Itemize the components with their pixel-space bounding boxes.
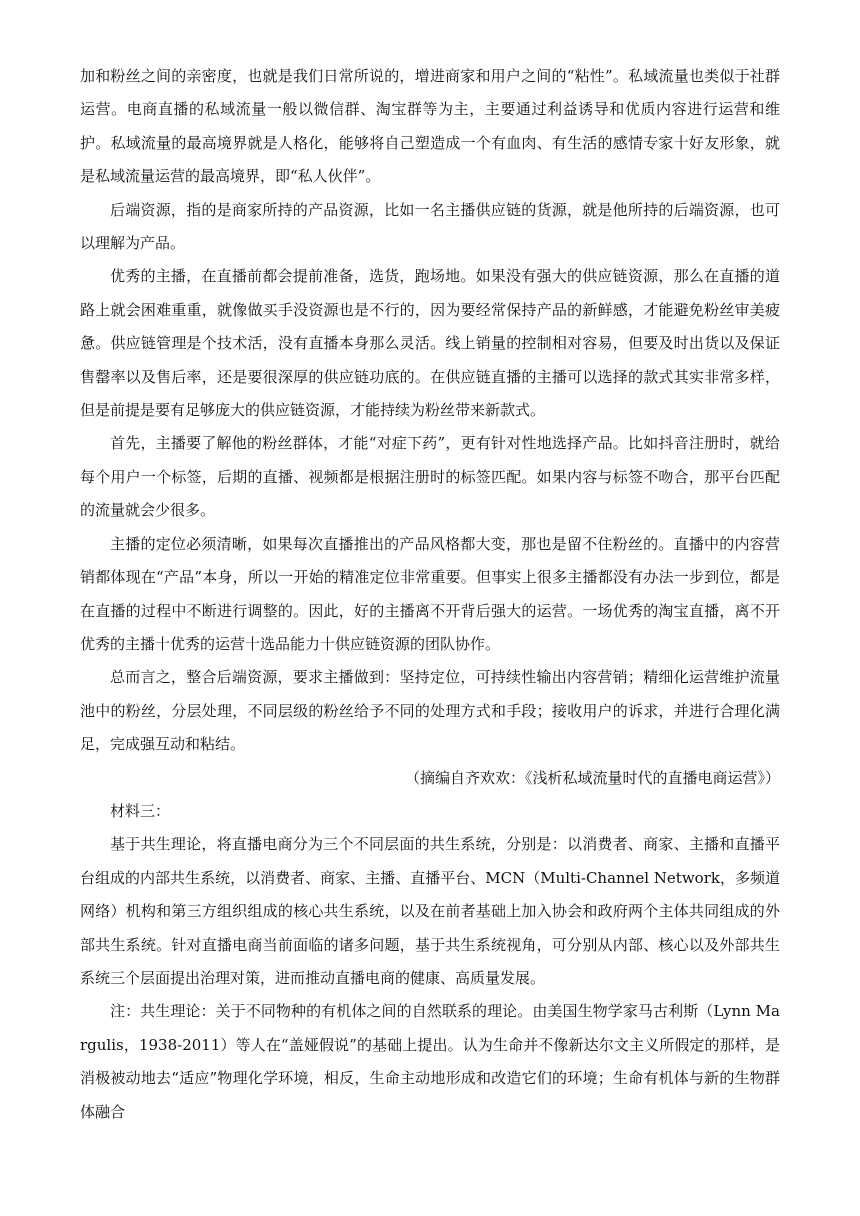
paragraph-5: 主播的定位必须清晰，如果每次直播推出的产品风格都大变，那也是留不住粉丝的。直播中的内容营销都体现在“产品”本身，所以一开始的精准定位非常重要。但事实上很多主播都没有办法一步到位，都是在直播的过程中不断进行调整的。因此，好的主播离不开背后强大的运营。一场优秀的淘宝直播，离不开优秀的主播十优秀的运营十选品能力十供应链资源的团队协作。 <box>80 534 780 653</box>
paragraph-3: 优秀的主播，在直播前都会提前准备，选货，跑场地。如果没有强大的供应链资源，那么在直播的道路上就会困难重重，就像做买手没资源也是不行的，因为要经常保持产品的新鲜感，才能避免粉丝审美疲惫。供应链管理是个技术活，没有直播本身那么灵活。线上销量的控制相对容易，但要及时出货以及保证售罄率以及售后率，还是要很深厚的供应链功底的。在供应链直播的主播可以选择的款式其实非常多样，但是前提是要有足够庞大的供应链资源，才能持续为粉丝带来新款式。 <box>80 267 780 420</box>
paragraph-6: 总而言之，整合后端资源，要求主播做到：坚持定位，可持续性输出内容营销；精细化运营维护流量池中的粉丝，分层处理，不同层级的粉丝给予不同的处理方式和手段；接收用户的诉求，并进行合理化满足，完成强互动和粘结。 <box>80 668 780 754</box>
material3-note: 注：共生理论：关于不同物种的有机体之间的自然联系的理论。由美国生物学家马古利斯（Lynn Margulis，1938-2011）等人在“盖娅假说”的基础上提出。认为生命并不像新达尔文主义所假定的那样，是消极被动地去“适应”物理化学环境，相反，生命主动地形成和改造它们的环境；生命有机体与新的生物群体融合 <box>80 1002 780 1121</box>
paragraph-1: 加和粉丝之间的亲密度，也就是我们日常所说的，增进商家和用户之间的“粘性”。私域流量也类似于社群运营。电商直播的私域流量一般以微信群、淘宝群等为主，主要通过利益诱导和优质内容进行运营和维护。私域流量的最高境界就是人格化，能够将自己塑造成一个有血肉、有生活的感情专家十好友形象，就是私域流量运营的最高境界，即“私人伙伴”。 <box>80 67 780 186</box>
material-heading: 材料三： <box>110 801 171 820</box>
paragraph-4: 首先，主播要了解他的粉丝群体，才能“对症下药”，更有针对性地选择产品。比如抖音注册时，就给每个用户一个标签，后期的直播、视频都是根据注册时的标签匹配。如果内容与标签不吻合，那平台匹配的流量就会少很多。 <box>80 434 780 520</box>
material3-paragraph-1: 基于共生理论，将直播电商分为三个不同层面的共生系统，分别是：以消费者、商家、主播和直播平台组成的内部共生系统，以消费者、商家、主播、直播平台、MCN（Multi-Channel Network，多频道网络）机构和第三方组织组成的核心共生系统，以及在前者基础上加入协会和政府两个主体共同组成的外部共生系统。针对直播电商当前面临的诸多问题，基于共生系统视角，可分别从内部、核心以及外部共生系统三个层面提出治理对策，进而推动直播电商的健康、高质量发展。 <box>80 835 780 987</box>
source-citation: （摘编自齐欢欢：《浅析私域流量时代的直播电商运营》） <box>404 768 780 787</box>
document-page <box>80 60 780 1129</box>
paragraph-2: 后端资源，指的是商家所持的产品资源，比如一名主播供应链的货源，就是他所持的后端资源，也可以理解为产品。 <box>80 200 780 253</box>
